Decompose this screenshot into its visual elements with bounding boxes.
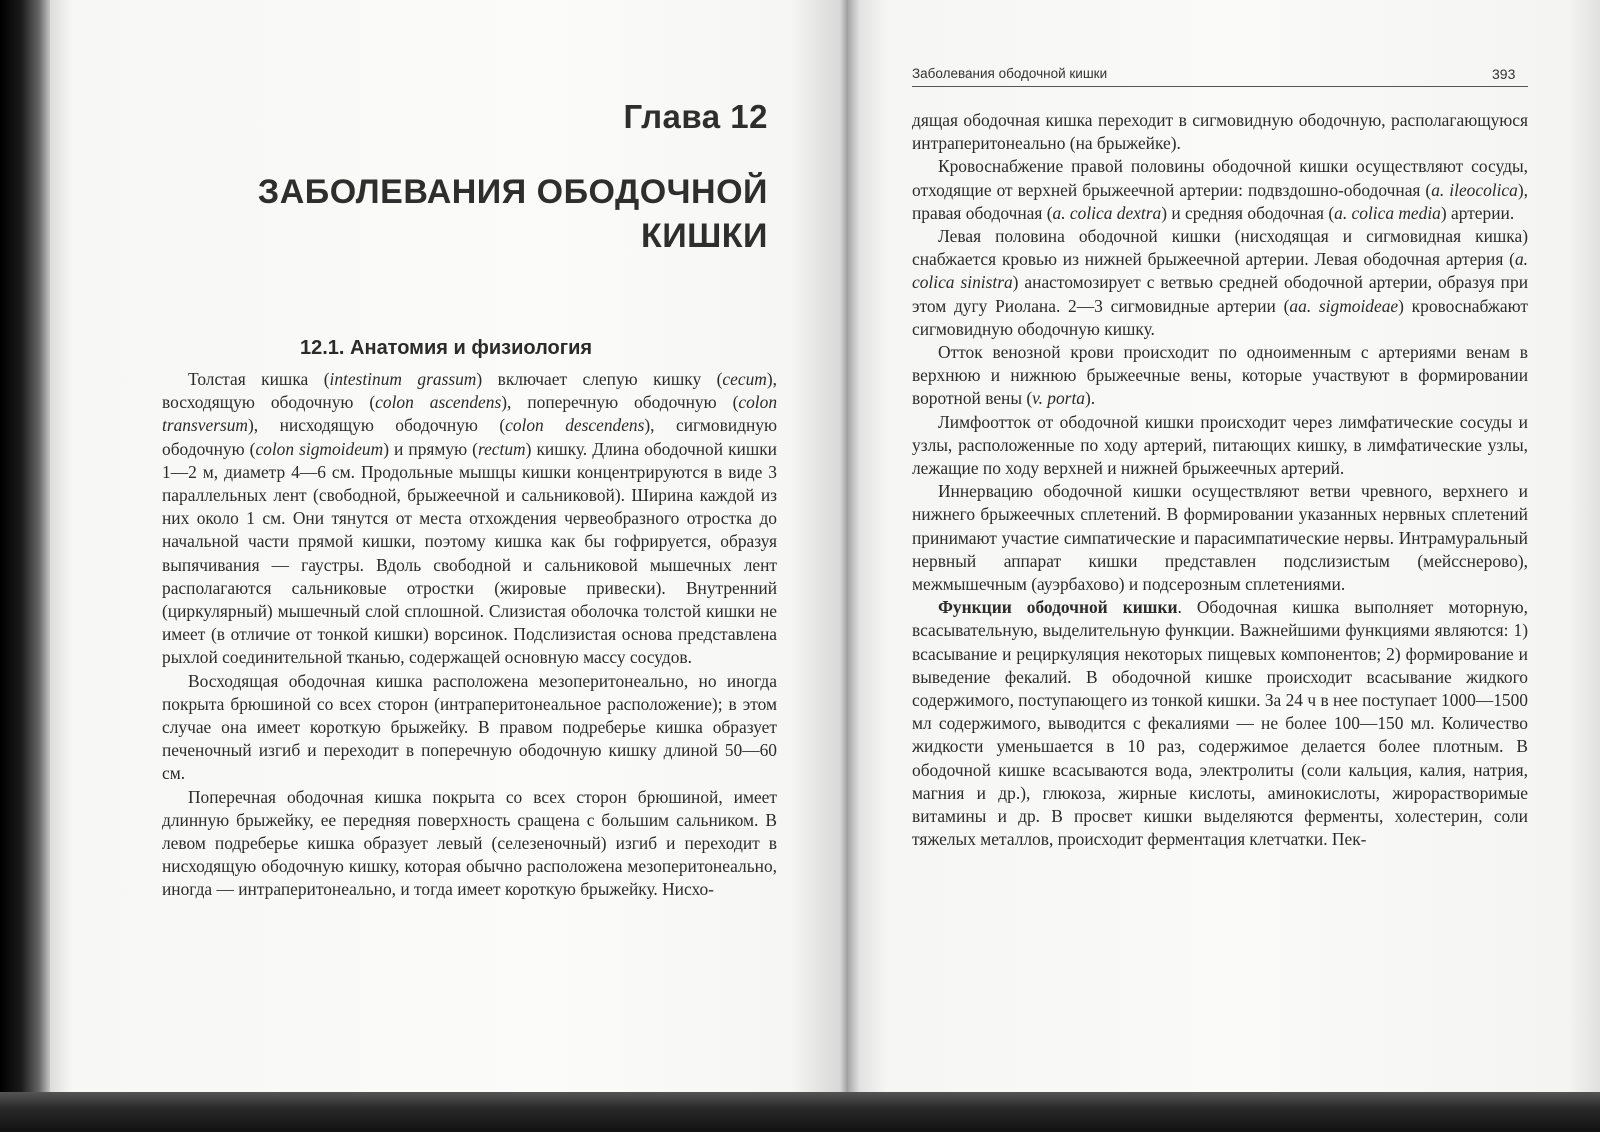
- paragraph: [162, 670, 777, 786]
- page-number: 393: [1492, 66, 1516, 82]
- text-run: Поперечная ободочная кишка покрыта со всех сторон брюшиной, имеет длинную брыжейку, ее передняя поверхность сращена с большим сальником. В левом подреберье кишка образует левый (селезеночный) изгиб и переходит в нисходящую ободочную кишку, которая обычно расположена мезоперитонеально, иногда — интраперитонеально, и тогда имеет короткую брыжейку. Нисхо-: [162, 786, 777, 900]
- text-run: . Ободочная кишка выполняет моторную, всасывательную, выделительную функции. Важнейшими функциями являются: 1) всасывание и рециркуляция некоторых пищевых компонентов; 2) формирование и выведение фекалий. В ободочной кишке происходит всасывание жидкого содержимого, поступающего из тонкой кишки. За 24 ч в нее поступает 1000—1500 мл содержимого, выводится с фекалиями — не более 100—150 мл. Количество жидкости уменьшается в 10 раз, содержимое делается более плотным. В ободочной кишке всасываются вода, электролиты (соли кальция, калия, натрия, магния и др.), глюкоза, жирные кислоты, аминокислоты, жирорастворимые витамины и др. В просвет кишки выделяются ферменты, холестерин, соли тяжелых металлов, происходит ферментация клетчатки. Пек-: [912, 597, 1528, 850]
- latin-term: colon descendens: [505, 415, 645, 436]
- latin-term: aa. sigmoideae: [1289, 295, 1399, 316]
- latin-term: a. colica dextra: [1052, 202, 1162, 223]
- text-run: ) артерии.: [1440, 202, 1515, 223]
- text-run: ) кишку. Длина ободочной кишки 1—2 м, диаметр 4—6 см. Продольные мышцы кишки концентрируются в виде 3 параллельных лент (свободной, брыжеечной и сальниковой). Ширина каждой из них около 1 см. Они тянутся от места отхождения червеобразного отростка до начальной части прямой кишки, поэтому кишка как бы гофрируется, образуя выпячивания — гаустры. Вдоль свободной и сальниковой мышечных лент располагаются сальниковые отростки (жировые привески). Внутренний (циркулярный) мышечный слой сплошной. Слизистая оболочка толстой кишки не имеет (в отличие от тонкой кишки) ворсинок. Подслизистая основа представлена рыхлой соединительной тканью, содержащей основную массу сосудов.: [162, 438, 777, 668]
- paragraph: [912, 341, 1528, 411]
- running-head: Заболевания ободочной кишки: [912, 66, 1108, 81]
- right-page-body-text: [912, 109, 1528, 852]
- text-run: ), правая ободочная (: [912, 179, 1528, 223]
- latin-term: a. colica sinistra: [912, 249, 1528, 293]
- text-run: ) и средняя ободочная (: [1161, 202, 1335, 223]
- text-run: ).: [1084, 388, 1096, 409]
- text-run: ), поперечную ободочную (: [501, 392, 739, 413]
- bold-run-in-heading: Функции ободочной кишки: [938, 597, 1178, 618]
- latin-term: colon sigmoideum: [255, 438, 384, 459]
- text-run: ), нисходящую ободочную (: [248, 415, 506, 436]
- left-page-body-text: [162, 368, 777, 902]
- chapter-title-line-1: ЗАБОЛЕВАНИЯ ОБОДОЧНОЙ: [257, 173, 768, 211]
- paragraph: [912, 411, 1528, 481]
- latin-term: a. ileocolica: [1431, 179, 1518, 200]
- text-run: Восходящая ободочная кишка расположена мезоперитонеально, но иногда покрыта брюшиной со всех сторон (интраперитонеальное расположение); в этом случае она имеет короткую брыжейку. В правом подреберье кишка образует печеночный изгиб и переходит в поперечную ободочную кишку длиной 50—60 см.: [162, 670, 777, 784]
- text-run: ) и прямую (: [383, 438, 478, 459]
- text-run: Отток венозной крови происходит по одноименным с артериями венам в верхнюю и нижнюю брыжеечные вены, которые участвуют в формировании воротной вены (: [912, 342, 1528, 409]
- text-run: ), восходящую ободочную (: [162, 369, 777, 413]
- text-run: Левая половина ободочной кишки (нисходящая и сигмовидная кишка) снабжается кровью из нижней брыжеечной артерии. Левая ободочная артерия (: [912, 226, 1528, 270]
- paragraph: [162, 786, 777, 902]
- latin-term: colon transversum: [162, 392, 778, 436]
- paragraph: [912, 155, 1528, 225]
- paragraph: [912, 596, 1528, 851]
- paragraph: [912, 225, 1528, 341]
- chapter-title: [258, 170, 768, 258]
- text-run: ) кровоснабжают сигмовидную ободочную кишку.: [912, 295, 1528, 339]
- book-edge-shadow: [0, 0, 52, 1132]
- text-run: ) включает слепую кишку (: [476, 369, 723, 389]
- text-run: ) анастомозирует с ветвью средней ободочной артерии, образуя при этом дугу Риолана. 2—3 сигмовидные артерии (: [912, 272, 1528, 316]
- chapter-title-line-2: КИШКИ: [640, 217, 768, 255]
- text-run: Кровоснабжение правой половины ободочной кишки осуществляют сосуды, отходящие от верхней брыжеечной артерии: подвздошно-ободочная (: [912, 156, 1528, 200]
- paragraph: [912, 109, 1528, 155]
- scanner-bottom-shadow: [0, 1092, 1600, 1132]
- latin-term: v. porta: [1032, 388, 1085, 409]
- latin-term: cecum: [722, 369, 767, 389]
- latin-term: rectum: [477, 438, 526, 459]
- latin-term: colon ascendens: [375, 392, 502, 413]
- latin-term: a. colica media: [1334, 202, 1441, 223]
- text-run: Лимфоотток от ободочной кишки происходит через лимфатические сосуды и узлы, расположенные по ходу артерий, питающих кишку, в лимфатические узлы, лежащие по ходу верхней и нижней брыжеечных артерий.: [912, 411, 1528, 479]
- text-run: Толстая кишка (: [188, 369, 330, 389]
- header-rule: [912, 86, 1528, 87]
- text-run: дящая ободочная кишка переходит в сигмовидную ободочную, располагающуюся интраперитонеально (на брыжейке).: [912, 110, 1528, 154]
- section-heading: 12.1. Анатомия и физиология: [300, 337, 593, 359]
- text-run: ), сигмовидную ободочную (: [162, 415, 777, 459]
- text-run: Иннервацию ободочной кишки осуществляют ветви чревного, верхнего и нижнего брыжеечных сплетений. В формировании указанных нервных сплетений принимают участие симпатические и парасимпатические нервы. Интрамуральный нервный аппарат кишки представлен подслизистым (мейсснерово), межмышечным (ауэрбахово) и подсерозным сплетениями.: [912, 481, 1528, 595]
- paragraph: [912, 480, 1528, 596]
- latin-term: intestinum grassum: [329, 369, 477, 389]
- paragraph: [162, 368, 777, 670]
- chapter-label: Глава 12: [623, 98, 768, 135]
